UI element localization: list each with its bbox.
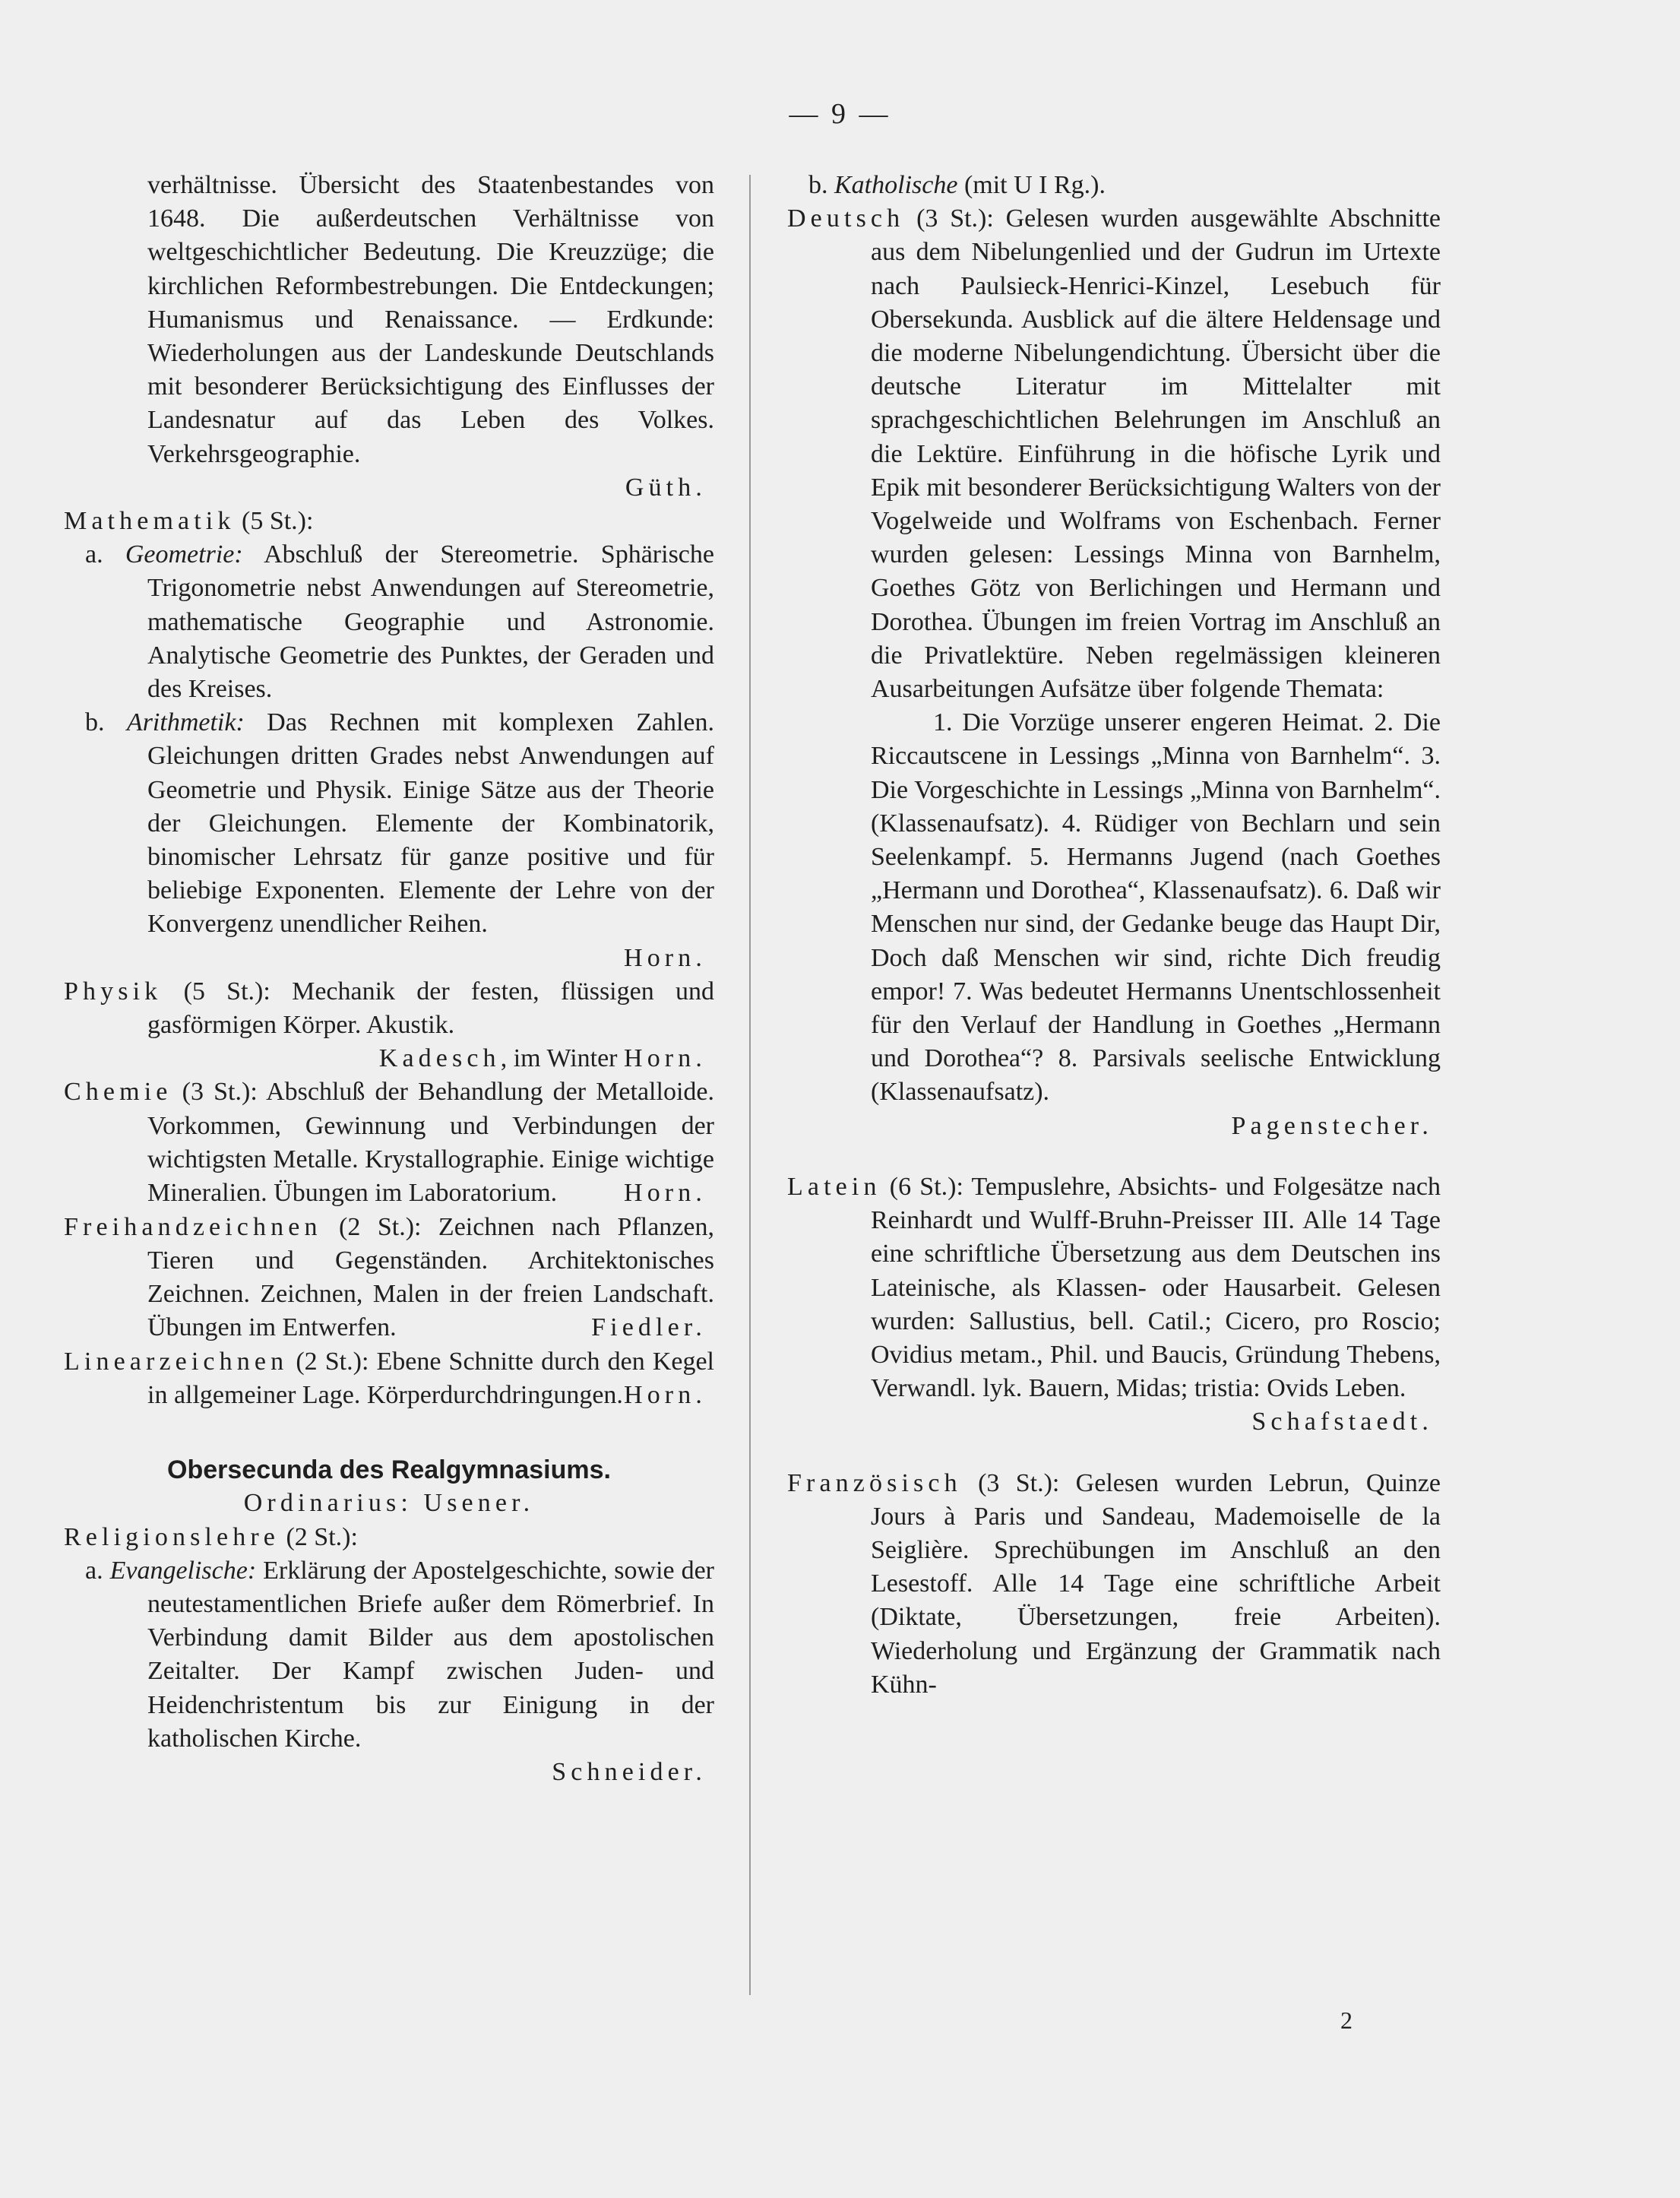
left-column — [64, 169, 714, 1789]
mathematik-a-label: a. — [85, 540, 125, 569]
franzoesisch-text: (3 St.): Gelesen wurden Lebrun, Quinze Jours à Paris und Sandeau, Mademoiselle de la Seiglière. Sprechübungen im Anschluß an den Lesestoff. Alle 14 Tage eine schriftliche Arbeit (Diktate, Übersetzungen, freie Arbeiten). Wiederholung und Ergänzung der Grammatik nach Kühn- — [871, 1468, 1441, 1699]
ordinarius: Ordinarius: Usener. — [243, 1489, 535, 1518]
religion-section — [64, 1521, 714, 1554]
mathematik-a-text: Abschluß der Stereometrie. Sphärische Trigonometrie nebst Anwendungen auf Stereometrie, mathematische Geographie und Astronomie. Analytische Geometrie des Punktes, der Geraden und des Kreises. — [147, 540, 714, 704]
religion-b — [787, 169, 1441, 202]
religion-b-text: (mit U I Rg.). — [957, 171, 1106, 199]
linearzeichnen-text: (2 St.): Ebene Schnitte durch den Kegel in allgemeiner Lage. Körperdurchdringungen. — [147, 1347, 714, 1409]
physik-text: (5 St.): Mechanik der festen, flüssigen und gasförmigen Körper. Akustik. — [147, 977, 714, 1040]
right-column — [787, 169, 1441, 1702]
deutsch-section — [787, 202, 1441, 706]
physik-title: Physik — [64, 977, 163, 1006]
column-divider — [749, 175, 751, 1995]
freihandzeichnen-text: (2 St.): Zeichnen nach Pflanzen, Tieren und Gegenständen. Architektonisches Zeichnen. Zeichnen, Malen in der freien Landschaft. Übungen im Entwerfen. — [147, 1212, 714, 1342]
deutsch-themes: 1. Die Vorzüge unserer engeren Heimat. 2. Die Riccautscene in Lessings „Minna von Barnhelm“. 3. Die Vorgeschichte in Lessings „Minna von Barnhelm“. (Klassenaufsatz). 4. Rüdiger von Bechlarn und sein Seelenkampf. 5. Hermanns Jugend (nach Goethes „Hermann und Dorothea“, Klassenaufsatz). 6. Daß wir Menschen nur sind, der Gedanke beuge das Haupt Dir, Doch daß Menschen wir sind, richte Dich freudig empor! 7. Was bedeutet Hermanns Unentschlossenheit für den Verlauf der Handlung in Goethes „Hermann und Dorothea“? 8. Parsivals seelische Entwicklung (Klassenaufsatz). — [871, 708, 1441, 1107]
religion-b-label: b. — [808, 171, 834, 199]
religion-a — [64, 1554, 714, 1756]
freihandzeichnen-section — [64, 1211, 714, 1345]
deutsch-title: Deutsch — [787, 204, 905, 233]
chemie-section — [64, 1075, 714, 1210]
mathematik-b-text: Das Rechnen mit komplexen Zahlen. Gleichungen dritten Grades nebst Anwendungen auf Geometrie und Physik. Einige Sätze aus der Theorie der Gleichungen. Elemente der Kombinatorik, binomischer Lehrsatz für ganze positive und für beliebige Exponenten. Elemente der Lehre von der Konvergenz unendlicher Reihen. — [147, 708, 714, 939]
religion-a-subject: Evangelische: — [109, 1556, 257, 1585]
signature-number: 2 — [1340, 2006, 1353, 2034]
latein-teacher: Schafstaedt. — [1251, 1408, 1433, 1436]
mathematik-section — [64, 505, 714, 538]
chemie-teacher: Horn. — [624, 1179, 707, 1208]
physik-teacher-b: Horn. — [624, 1044, 707, 1073]
linearzeichnen-section — [64, 1345, 714, 1412]
mathematik-b-label: b. — [85, 708, 127, 737]
linearzeichnen-title: Linearzeichnen — [64, 1347, 289, 1376]
mathematik-a — [64, 538, 714, 706]
religion-hours: (2 St.): — [279, 1522, 358, 1551]
mathematik-title: Mathematik — [64, 507, 236, 536]
franzoesisch-title: Französisch — [787, 1468, 962, 1497]
latein-text: (6 St.): Tempuslehre, Absichts- und Folgesätze nach Reinhardt und Wulff-Bruhn-Preisser III. Alle 14 Tage eine schriftliche Übersetzung aus dem Deutschen ins Lateinische, als Klassen- oder Hausarbeit. Gelesen wurden: Sallustius, bell. Catil.; Cicero, pro Roscio; Ovidius metam., Phil. und Baucis, Gründung Thebens, Verwandl. lyk. Bauern, Midas; tristia: Ovids Leben. — [871, 1172, 1441, 1403]
freihandzeichnen-title: Freihandzeichnen — [64, 1212, 322, 1241]
mathematik-teacher: Horn. — [624, 943, 707, 972]
latein-title: Latein — [787, 1172, 881, 1201]
mathematik-b — [64, 706, 714, 941]
geschichte-continuation: verhältnisse. Übersicht des Staatenbestandes von 1648. Die außerdeutschen Verhältnisse von weltgeschichtlicher Bedeutung. Die Kreuzzüge; die kirchlichen Reformbestrebungen. Die Entdeckungen; Humanismus und Renaissance. — Erdkunde: Wiederholungen aus der Landeskunde Deutschlands mit besonderer Berücksichtigung des Einflusses der Landesnatur auf das Leben des Volkes. Verkehrsgeographie. — [147, 171, 714, 468]
chemie-title: Chemie — [64, 1078, 172, 1107]
freihandzeichnen-teacher: Fiedler. — [591, 1313, 707, 1342]
geschichte-teacher: Güth. — [625, 473, 707, 502]
mathematik-b-subject: Arithmetik: — [126, 708, 245, 737]
page-number: — 9 — — [789, 98, 891, 130]
religion-teacher: Schneider. — [552, 1757, 707, 1786]
chemie-text: (3 St.): Abschluß der Behandlung der Metalloide. Vorkommen, Gewinnung und Verbindungen der wichtigsten Metalle. Krystallographie. Einige wichtige Mineralien. Übungen im Laboratorium. — [147, 1078, 714, 1208]
religion-a-text: Erklärung der Apostelgeschichte, sowie der neutestamentlichen Briefe außer dem Römerbrief. In Verbindung damit Bilder aus dem apostolischen Zeitalter. Der Kampf zwischen Juden- und Heidenchristentum bis zur Einigung in der katholischen Kirche. — [147, 1556, 715, 1753]
deutsch-teacher: Pagenstecher. — [1231, 1111, 1433, 1140]
religion-title: Religionslehre — [64, 1522, 280, 1551]
section-heading: Obersecunda des Realgymnasiums. — [167, 1455, 611, 1485]
mathematik-a-subject: Geometrie: — [125, 540, 243, 569]
physik-section — [64, 975, 714, 1042]
religion-a-label: a. — [85, 1556, 110, 1585]
physik-teacher-a: Kadesch — [378, 1044, 501, 1073]
franzoesisch-section — [787, 1467, 1441, 1702]
linearzeichnen-teacher: Horn. — [624, 1380, 707, 1409]
physik-teacher — [64, 1042, 714, 1075]
latein-section — [787, 1170, 1441, 1405]
deutsch-text: (3 St.): Gelesen wurden ausgewählte Abschnitte aus dem Nibelungenlied und der Gudrun im Urtexte nach Paulsieck-Henrici-Kinzel, Lesebuch für Obersekunda. Ausblick auf die ältere Heldensage und die moderne Nibelungendichtung. Übersicht über die deutsche Literatur im Mittelalter mit sprachgeschichtlichen Belehrungen im Anschluß an die Lektüre. Einführung in die höfische Lyrik und Epik mit besonderer Berücksichtigung Walters von der Vogelweide und Wolframs von Eschenbach. Ferner wurden gelesen: Lessings Minna von Barnhelm, Goethes Götz von Berlichingen und Hermann und Dorothea. Übungen im freien Vortrag im Anschluß an die Privatlektüre. Neben regelmässigen kleineren Ausarbeitungen Aufsätze über folgende Themata: — [871, 204, 1441, 704]
mathematik-hours: (5 St.): — [235, 507, 314, 536]
physik-teacher-mid: , im Winter — [500, 1044, 625, 1073]
religion-b-subject: Katholische — [834, 171, 958, 199]
